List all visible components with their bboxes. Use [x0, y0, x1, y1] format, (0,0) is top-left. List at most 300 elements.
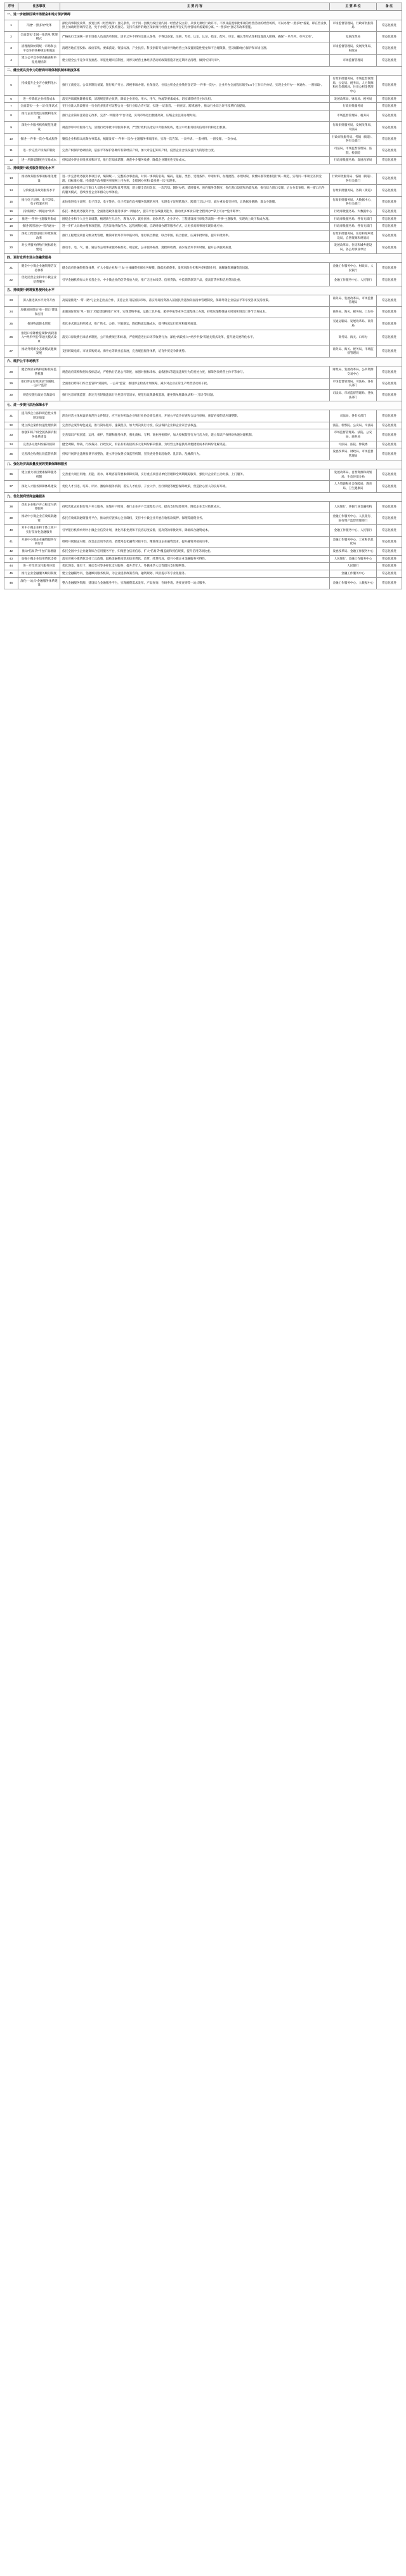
row-no: 12 [4, 157, 18, 164]
header-body: 主 要 内 容 [60, 3, 330, 11]
row-task: 加强知识产权全链条保护服务体系建设 [18, 429, 60, 441]
row-body: 完善知识产权创造、运用、保护、管理和服务体系，强化商标、专利、商业秘密保护，加大侵权假冒行为打击力度，建立知识产权纠纷快速处理机制。 [60, 429, 330, 441]
row-note: 常态化推进 [377, 366, 402, 378]
row-body: 健全政府性融资担保体系，扩大小微企业和"三农"主体融资担保业务规模，降低担保费率，发挥风险分担和补偿机制作用，缓解融资难融资贵问题。 [60, 262, 330, 274]
table-row [4, 122, 402, 133]
row-org: 市场监督管理局、发展改革局、财政局 [330, 43, 377, 55]
row-task: 推动中小微企业应收账款融资 [18, 513, 60, 525]
table-row [4, 307, 402, 318]
row-body: 规范政府采购和招标投标活动，严格执行信息公开制度，加强对围标串标、虚假招标等违法违规行为的查处力度，保障各类经营主体平等参与。 [60, 366, 330, 378]
row-no: 2 [4, 31, 18, 43]
row-org: 金融工作服务中心、人民银行 [330, 525, 377, 536]
row-org: 人民银行、各银行业金融机构 [330, 501, 377, 513]
row-note: 常态化推进 [377, 307, 402, 318]
row-task: 优化企业账户开立和支付结算服务 [18, 501, 60, 513]
row-no: 19 [4, 231, 18, 242]
table-row [4, 577, 402, 589]
row-note: 常态化推进 [377, 570, 402, 578]
row-body: 清理各地在招投标、政府采购、要素获取、资质标准、产业扶持、科技创新等方面对外地经营主体设置的隐性壁垒和不合理限制，坚决破除地方保护和市场分割。 [60, 43, 330, 55]
row-no: 8 [4, 110, 18, 121]
row-org: 金融工作服务中心 [330, 570, 377, 578]
row-task: 清理废除妨碍统一市场和公平竞争的各种规定和做法 [18, 43, 60, 55]
row-note: 常态化推进 [377, 55, 402, 66]
row-task: 规范实施行政处罚裁量权 [18, 389, 60, 401]
row-note: 常态化推进 [377, 318, 402, 330]
row-no: 1 [4, 20, 18, 31]
table-row [4, 157, 402, 164]
section-title: 二、健全更具竞争力的营商环境体制机制和制度体系 [4, 66, 402, 75]
row-body: 加快推进电子证照、电子印章、电子签名、电子档案在政务服务领域的应用，实现电子证照跨地区、跨部门互认共享，减少重复提交材料，让数据多跑路、群众少跑腿。 [60, 196, 330, 208]
row-note: 常态化推进 [377, 378, 402, 389]
row-note: 常态化推进 [377, 223, 402, 231]
row-body: 推行工商登记、公章刻制及备案、银行账户开立、涉税事项办理、社保登记、住房公积金企业缴存登记等"一件事一次办"，企业开办全流程压缩至0.5个工作日内办结，实现企业开办"一网通办、一窗领取"。 [60, 76, 330, 96]
row-task: 进一步降低制度性交易成本 [18, 157, 60, 164]
row-body: 聚焦企业和群众高频办事需求，梳理发布"一件事一次办"主题服务事项清单，实现一次告知、一表申请、一套材料、一窗受理、一次办成。 [60, 133, 330, 145]
header-note: 备 注 [377, 3, 402, 11]
row-note: 常态化推进 [377, 208, 402, 216]
row-task: 加强国际贸易"单一窗口"建设和应用 [18, 307, 60, 318]
section-header-row [4, 286, 402, 295]
row-task: 对公共服务供给开展标准化建设 [18, 242, 60, 253]
row-body: 优化现金、银行卡、移动支付等多样化支付服务，提升老年人、外籍来华人员等群体支付便利性。 [60, 563, 330, 570]
row-no: 21 [4, 262, 18, 274]
section-header-row [4, 401, 402, 410]
row-no: 42 [4, 548, 18, 556]
row-body: 持续开展涉企违规收费专项整治，建立涉企收费长效监管机制，坚决查处各类乱收费、乱罚款、乱摊派行为。 [60, 448, 330, 460]
row-org: 发展改革局 [330, 31, 377, 43]
table-row [4, 513, 402, 525]
section-title: 五、持续提升跨境贸易便利化水平 [4, 286, 402, 295]
row-task: 推行企业变更注销便利化改革 [18, 110, 60, 121]
row-task: 进一步降低企业经营成本 [18, 95, 60, 103]
row-body: 持续减少涉企审批事项和环节，推行告知承诺制，规范中介服务收费，降低企业制度性交易成本。 [60, 157, 330, 164]
row-body: 完善涉企案件绿色通道，推行简易程序、速裁程序，加大判决执行力度，依法保护企业和企业家合法权益。 [60, 422, 330, 429]
header-no: 序号 [4, 3, 18, 11]
row-task: 完善多元化纠纷解决机制 [18, 441, 60, 448]
section-title: 一、进一步破除区域市场壁垒和地方保护障碍 [4, 11, 402, 20]
row-note: 常态化推进 [377, 185, 402, 196]
row-body: 推动水、电、气、暖、通信等公用事业服务标准化、规范化，公开服务标准、流程和收费，减少报装环节和时限，提升公共服务质量。 [60, 242, 330, 253]
row-note: 常态化推进 [377, 31, 402, 43]
row-task: 深入推进高水平对外开放 [18, 295, 60, 306]
row-note: 常态化推进 [377, 548, 402, 556]
row-task: 推进口岸降费提效和"两段准入""两步申报"等通关模式改革 [18, 330, 60, 345]
row-body: 涉及经营主体权益的规范性文件制定，应当充分听取企业和行业协会商会意见，开展公平竞争审查和合法性审核，预留必要的适应调整期。 [60, 410, 330, 422]
row-org: 发展改革局、住房和城乡建设局、各公用事业单位 [330, 242, 377, 253]
row-no: 43 [4, 555, 18, 563]
header-task: 任务事项 [18, 3, 60, 11]
row-org: 金融工作服务中心、人民银行、国有资产监督管理部门 [330, 513, 377, 525]
row-task: 推进"一件事"主题服务集成 [18, 215, 60, 223]
row-note: 常态化推进 [377, 577, 402, 589]
row-no: 18 [4, 223, 18, 231]
row-body: 落实普惠小微贷款支持工具政策，鼓励金融机构增加信用贷款、首贷、续贷投放，提升小微企业金融服务可得性。 [60, 555, 330, 563]
table-row [4, 448, 402, 460]
row-body: 引导银行机构单列中小微企业信贷计划，优化尽职免责和不良容忍度安排，提高贷款审批效率，降低综合融资成本。 [60, 525, 330, 536]
row-no: 30 [4, 389, 18, 401]
measures-table [4, 3, 402, 589]
table-row [4, 231, 402, 242]
row-body: 进一步扩大异地办理事项范围，完善异地代收代办、远程视频办理、自助终端办理等服务方式，让更多高频事项实现异地可办。 [60, 223, 330, 231]
row-no: 24 [4, 307, 18, 318]
row-no: 14 [4, 185, 18, 196]
row-note: 常态化推进 [377, 43, 402, 55]
row-note: 常态化推进 [377, 295, 402, 306]
row-no: 44 [4, 563, 18, 570]
row-org: 市场监督管理局 [330, 55, 377, 66]
table-row [4, 555, 402, 563]
row-org: 行政审批服务局、各有关部门 [330, 223, 377, 231]
row-task: 开展中小微企业融资服务专项行动 [18, 536, 60, 547]
table-row [4, 366, 402, 378]
row-no: 38 [4, 501, 18, 513]
row-note: 常态化推进 [377, 345, 402, 357]
row-note: 常态化推进 [377, 389, 402, 401]
row-org: 司法局、各有关部门 [330, 410, 377, 422]
row-org: 金融工作服务中心、人民银行 [330, 274, 377, 286]
section-header-row [4, 164, 402, 173]
row-no: 37 [4, 481, 18, 492]
row-task: 推进"一件事一次办"集成服务 [18, 133, 60, 145]
row-org: 市场监督管理局、司法局、各有关部门 [330, 378, 377, 389]
row-no: 13 [4, 173, 18, 185]
table-row [4, 536, 402, 547]
row-task: 深化工程建设项目审批制度改革 [18, 231, 60, 242]
row-note: 常态化推进 [377, 157, 402, 164]
table-row [4, 548, 402, 556]
row-task: 推进"跨省通办""省内通办" [18, 223, 60, 231]
row-task: 开展"一照多址"改革 [18, 20, 60, 31]
row-note: 常态化推进 [377, 110, 402, 121]
row-task: 提升涉企立法和规范性文件制定质量 [18, 410, 60, 422]
table-row [4, 262, 402, 274]
row-body: 整合金融服务资源，建设综合金融服务平台，实现融资需求发布、产品查询、在线申请、进度查询等一站式服务。 [60, 577, 330, 589]
row-body: 支持跨境电商、市场采购贸易、海外仓等新业态发展，完善配套服务体系，培育外贸竞争新优势。 [60, 345, 330, 357]
row-body: 规范涉审中介服务行为，清理行政审批中介服务事项，严禁行政机关指定中介服务机构，建立中介服务机构信用评价和退出机制。 [60, 122, 330, 133]
table-row [4, 110, 402, 121]
row-no: 11 [4, 145, 18, 156]
table-row [4, 318, 402, 330]
row-body: 推行工程建设项目分级分类管理，精简审批环节和申报材料，推行联合勘验、联合审图、联合验收，压减审批时限，提升审批效率。 [60, 231, 330, 242]
table-row [4, 345, 402, 357]
table-row [4, 185, 402, 196]
row-no: 16 [4, 208, 18, 216]
row-org: 法院、检察院、公安局、司法局 [330, 422, 377, 429]
row-task: 全面落实"一业一证"改革试点 [18, 103, 60, 111]
row-body: 推行包容审慎监管，制定完善轻微违法行为免罚轻罚清单，规范行政裁量权基准，避免简单粗暴执法和"一刀切"等问题。 [60, 389, 330, 401]
table-row [4, 410, 402, 422]
table-row [4, 55, 402, 66]
row-org: 人力资源和社会保障局、教育局、卫生健康局 [330, 481, 377, 492]
row-org: 商务局、海关、税务局、口岸办 [330, 307, 377, 318]
row-org: 金融工作服务中心、大数据中心 [330, 577, 377, 589]
table-row [4, 133, 402, 145]
row-task: 优化民营企业和中小微企业信贷服务 [18, 274, 60, 286]
table-row [4, 570, 402, 578]
row-org: 司法局、法院、仲裁委 [330, 441, 377, 448]
row-org: 行政审批服务局、各有关部门 [330, 215, 377, 223]
row-org: 行政审批服务局、市场监督管理局、公安局、税务局、人力资源和社会保障局、住房公积金管理中心 [330, 76, 377, 96]
row-no: 27 [4, 345, 18, 357]
row-body: 在行业准入阶段将同一行业的多张许可证整合为一张行业综合许可证，实现"一证准营、一码亮证、跨域通用"，推动行业综合许可改革扩面提质。 [60, 103, 330, 111]
row-note: 常态化推进 [377, 262, 402, 274]
row-body: 完善重大项目用地、用能、用水、环境容量等要素保障机制，实行重点项目清单化管理和全周期跟踪服务，强化对企业的主动对接、上门服务。 [60, 469, 330, 480]
table-row [4, 103, 402, 111]
row-task: 建立公平竞争审查抽查和举报处理机制 [18, 55, 60, 66]
row-note: 常态化推进 [377, 429, 402, 441]
row-org: 司法局、市场监督管理局、法院、检察院 [330, 145, 377, 156]
row-note: 常态化推进 [377, 469, 402, 480]
table-row [4, 274, 402, 286]
row-body: 严格执行全国统一的市场准入负面清单制度，清单之外不得另设准入条件，不得以备案、注册、年检、认定、认证、指定、配号、审定、确认等形式变相设置准入障碍，确保"一单尽列、单外无单"。 [60, 31, 330, 43]
row-body: 围绕企业和个人全生命周期，梳理新生儿出生、教育入学、就业创业、退休养老、企业开办、工程建设项目审批等高频"一件事"主题服务，实现线上线下集成办理。 [60, 215, 330, 223]
table-row [4, 20, 402, 31]
table-row [4, 481, 402, 492]
row-task: 完善涉企收费长效监管机制 [18, 448, 60, 460]
row-task: 推动"信易贷"平台扩面增量 [18, 548, 60, 556]
table-row [4, 295, 402, 306]
row-task: 进一步完善产权保护制度 [18, 145, 60, 156]
row-org: 司法局、市场监督管理局、各执法部门 [330, 389, 377, 401]
row-body: 加强国际贸易"单一窗口"功能建设和推广应用，实现货物申报、运输工具申报、舱单申报等业务全流程线上办理，持续压缩整体通关时间和进出口环节合规成本。 [60, 307, 330, 318]
table-row [4, 378, 402, 389]
table-row [4, 422, 402, 429]
row-no: 46 [4, 577, 18, 589]
row-no: 9 [4, 122, 18, 133]
row-body: 进一步完善政务服务事项目录，编制统一、完整的办事指南，对同一事项的名称、编码、依据、类型、受理条件、申请材料、办理流程、办理时限、收费标准等要素进行统一规范，实现同一事项无差别受理、同标准办理。持续提升政务服务事项网上可办率、全程网办率和"最多跑一次"实现率。 [60, 173, 330, 185]
row-note: 常态化推进 [377, 525, 402, 536]
row-task: 持续深化"一网通办"改革 [18, 208, 60, 216]
row-body: 依托一体化政务服务平台，全面推进政务服务事项"一网通办"，提升平台在线服务能力，推动更多事项实现"全程网办""掌上可办""免申即享"。 [60, 208, 330, 216]
row-no: 40 [4, 525, 18, 536]
row-note: 常态化推进 [377, 95, 402, 103]
section-title: 六、维护公平市场秩序 [4, 357, 402, 366]
table-row [4, 429, 402, 441]
row-no: 3 [4, 43, 18, 55]
row-task: 持续提升企业开办便利化水平 [18, 76, 60, 96]
section-title: 八、强化经济高质量发展的要素保障和服务 [4, 460, 402, 469]
row-task: 深化人才服务保障体系建设 [18, 481, 60, 492]
row-task: 推动政务服务事项标准化建设 [18, 173, 60, 185]
row-no: 35 [4, 448, 18, 460]
table-row [4, 525, 402, 536]
row-task: 建立涉企案件快速处理机制 [18, 422, 60, 429]
row-body: 落实口岸收费目录清单制度，公开收费项目和标准，严格规范进出口环节收费行为；深化"两段准入""两步申报"等通关模式改革，提升通关便利化水平。 [60, 330, 330, 345]
table-row [4, 389, 402, 401]
row-note: 常态化推进 [377, 481, 402, 492]
row-body: 推行企业简易注销登记改革，完善"一网服务"平台功能，实现市场退出便捷高效，压缩企业注销办理时间。 [60, 110, 330, 121]
row-task: 对中小微企业和个体工商户实行差异化金融服务 [18, 525, 60, 536]
section-header-row [4, 492, 402, 501]
row-no: 41 [4, 536, 18, 547]
row-note: 常态化推进 [377, 145, 402, 156]
section-header-row [4, 253, 402, 262]
row-org: 行政审批服务局、各镇（街道）、各有关部门 [330, 133, 377, 145]
row-note: 常态化推进 [377, 173, 402, 185]
row-note: 常态化推进 [377, 563, 402, 570]
table-row [4, 173, 402, 185]
table-row [4, 501, 402, 513]
row-task: 深化"一站式"金融服务体系建设 [18, 577, 60, 589]
section-title: 九、优化便利营商金融服务 [4, 492, 402, 501]
row-org: 发展改革局、自然资源和规划局、生态环境分局 [330, 469, 377, 480]
section-header-row [4, 357, 402, 366]
row-no: 10 [4, 133, 18, 145]
table-row [4, 31, 402, 43]
table-row [4, 330, 402, 345]
table-row [4, 196, 402, 208]
row-body: 加强对政务服务大厅窗口人员的业务培训和日常管理，建立健全首问负责、一次告知、限时办结、延时服务、预约服务等制度，优化窗口设置和功能布局，推行综合窗口受理、后台分类审批、统一窗口出件的服务模式，持续改善企业和群众办事体验。 [60, 185, 330, 196]
row-task: 建立重大项目要素保障服务机制 [18, 469, 60, 480]
row-note: 常态化推进 [377, 441, 402, 448]
row-no: 28 [4, 366, 18, 378]
row-note: 常态化推进 [377, 513, 402, 525]
row-task: 全面落实"全国一张清单"管理模式 [18, 31, 60, 43]
row-no: 31 [4, 410, 18, 422]
row-no: 25 [4, 318, 18, 330]
row-no: 39 [4, 513, 18, 525]
row-no: 34 [4, 441, 18, 448]
row-body: 建立健全公平竞争审查抽查、举报处理回应制度，对涉及经营主体经济活动的政策措施开展定期评估清理，做到"应审尽审"。 [60, 55, 330, 66]
row-task: 推进物流降本增效 [18, 318, 60, 330]
row-body: 组织开展银企对接、政金企洽谈等活动，搭建常态化融资对接平台，精准推送企业融资需求，提升融资对接成功率。 [60, 536, 330, 547]
row-note: 常态化推进 [377, 410, 402, 422]
row-note: 常态化推进 [377, 231, 402, 242]
table-row [4, 208, 402, 216]
row-org: 行政审批服务局 [330, 103, 377, 111]
row-no: 36 [4, 469, 18, 480]
row-note: 常态化推进 [377, 555, 402, 563]
table-row [4, 242, 402, 253]
row-no: 23 [4, 295, 18, 306]
row-org: 行政审批服务局、发展改革局、司法局 [330, 122, 377, 133]
table-row [4, 215, 402, 223]
row-task: 分阶段提升政务服务水平 [18, 185, 60, 196]
row-note: 常态化推进 [377, 536, 402, 547]
row-note: 常态化推进 [377, 20, 402, 31]
section-header-row [4, 11, 402, 20]
row-org: 市场监督管理局、法院、公安局、商务局 [330, 429, 377, 441]
row-note: 常态化推进 [377, 274, 402, 286]
row-no: 7 [4, 103, 18, 111]
row-note: 常态化推进 [377, 501, 402, 513]
row-no: 33 [4, 429, 18, 441]
row-no: 4 [4, 55, 18, 66]
row-no: 32 [4, 422, 18, 429]
row-note: 常态化推进 [377, 422, 402, 429]
row-org: 发展改革局、金融工作服务中心 [330, 548, 377, 556]
row-body: 深化商事制度改革，放宽住所（经营场所）登记条件，对于同一县级行政区划内同一经营者设立的，从事无须经行政许可、不涉及前置审批事项的经营活动的经营场所，可以办理"一照多址"备案，即在营业执照上加载经营场所信息，免于办理分支机构登记。支持有条件的地区探索推行经营主体住所登记与经营场所备案相分离、"一照多址"登记等改革措施。 [60, 20, 330, 31]
row-note: 常态化推进 [377, 242, 402, 253]
row-no: 15 [4, 196, 18, 208]
row-org: 商务局、海关、税务局、市场监督管理局 [330, 345, 377, 357]
row-body: 完善产权保护协调机制，依法平等保护各种所有制经济产权，加大对侵犯知识产权、侵害企业合法权益行为的惩治力度。 [60, 145, 330, 156]
row-task: 健全政府采购和招标投标监管机制 [18, 366, 60, 378]
row-org: 商务局、海关、口岸办 [330, 330, 377, 345]
row-no: 6 [4, 95, 18, 103]
row-no: 5 [4, 76, 18, 96]
header-org: 主 要 单 位 [330, 3, 377, 11]
row-org: 市场监督管理局、行政审批服务局 [330, 20, 377, 31]
row-task: 推行企业金融服务顾问制度 [18, 570, 60, 578]
document-page [0, 3, 406, 589]
row-no: 45 [4, 570, 18, 578]
table-row [4, 563, 402, 570]
row-org: 行政审批服务局、大数据中心、各有关部门 [330, 196, 377, 208]
row-body: 健全调解、仲裁、行政裁决、行政复议、诉讼有机衔接的多元化纠纷解决机制，为经营主体提供高效便捷低成本的纠纷化解渠道。 [60, 441, 330, 448]
row-note: 常态化推进 [377, 196, 402, 208]
row-task: 健全中小微企业融资增信支持体系 [18, 262, 60, 274]
row-no: 17 [4, 215, 18, 223]
section-header-row [4, 66, 402, 75]
row-body: 全面推行跨部门综合监管和"双随机、一公开"监管，推进涉企检查计划统筹，减少对企业正常生产经营活动的干扰。 [60, 378, 330, 389]
row-org: 发展改革局、财政局、市场监督管理局 [330, 448, 377, 460]
table-row [4, 469, 402, 480]
row-note: 常态化推进 [377, 330, 402, 345]
row-no: 20 [4, 242, 18, 253]
section-title: 三、持续提升政务服务规范化水平 [4, 164, 402, 173]
row-org: 行政审批服务局、发展改革局 [330, 157, 377, 164]
row-task: 推行涉企行政执法"双随机、一公开"监管 [18, 378, 60, 389]
table-row [4, 441, 402, 448]
table-header-row [4, 3, 402, 11]
row-task: 深化中介服务机构规范化建设 [18, 122, 60, 133]
row-body: 高质量推进"一带一路"与企业走出去合作，支持企业开拓国际市场，落实外商投资准入前国民待遇加负面清单管理制度，保障外资企业依法平等享受各项支持政策。 [60, 295, 330, 306]
table-row [4, 145, 402, 156]
row-task: 推动外贸新业态新模式健康发展 [18, 345, 60, 357]
row-note: 常态化推进 [377, 103, 402, 111]
row-note: 常态化推进 [377, 133, 402, 145]
row-no: 29 [4, 378, 18, 389]
row-org: 市场监督管理局、税务局 [330, 110, 377, 121]
row-org: 金融工作服务中心、工业和信息化局 [330, 536, 377, 547]
row-org: 人民银行 [330, 563, 377, 570]
table-row [4, 223, 402, 231]
row-body: 建立金融辅导员、金融顾问服务机制，为企业提供政策咨询、融资规划、风险提示等专业化服务。 [60, 570, 330, 578]
row-org: 商务局、发展改革局、市场监督管理局 [330, 295, 377, 306]
table-body [4, 11, 402, 589]
row-body: 优化人才引进、培养、评价、激励和服务机制，落实人才住房、子女入学、医疗保健等配套保障政策，营造拴心留人的良好环境。 [60, 481, 330, 492]
section-title: 七、进一步提升法治保障水平 [4, 401, 402, 410]
section-title: 四、更好发挥市场主体融资服务 [4, 253, 402, 262]
row-note: 常态化推进 [377, 76, 402, 96]
row-org: 财政局、发展改革局、公共资源交易中心 [330, 366, 377, 378]
row-body: 依托全国中小企业融资综合信用服务平台，归集整合信用信息，扩大"信易贷"覆盖面和授信规模，提升信用贷款比重。 [60, 548, 330, 556]
row-note: 常态化推进 [377, 122, 402, 133]
row-org: 行政审批服务局、各镇（街道） [330, 185, 377, 196]
row-task: 推行电子证照、电子印章、电子档案应用 [18, 196, 60, 208]
row-body: 依托应收账款融资服务平台，推动供应链核心企业确权，支持中小微企业开展应收账款质押、保理等融资业务。 [60, 513, 330, 525]
row-body: 落实各项减税降费政策，清理规范涉企收费，降低企业用电、用水、用气、物流等要素成本，切实减轻经营主体负担。 [60, 95, 330, 103]
row-task: 进一步改善支付服务环境 [18, 563, 60, 570]
row-org: 行政审批服务局、大数据中心 [330, 208, 377, 216]
table-row [4, 76, 402, 96]
row-org: 发展改革局、财政局、税务局 [330, 95, 377, 103]
row-note: 常态化推进 [377, 448, 402, 460]
row-body: 优化多式联运组织模式，推广铁水、公铁、空陆联运，降低物流运输成本，提升物流运行效率和服务质量。 [60, 318, 330, 330]
row-body: 持续优化企业银行账户开立服务，压缩开户时间，推行企业开户全流程电子化，提高支付结算效率，降低企业支付结算成本。 [60, 501, 330, 513]
section-header-row [4, 460, 402, 469]
row-task: 加强小微企业信用贷款支持 [18, 555, 60, 563]
row-note: 常态化推进 [377, 215, 402, 223]
row-body: 引导金融机构加大对民营企业、中小微企业的信贷投放力度，推广无还本续贷、信用贷款、中长期贷款等产品，提高首贷率和信用贷款比重。 [60, 274, 330, 286]
table-row [4, 43, 402, 55]
row-no: 26 [4, 330, 18, 345]
row-no: 22 [4, 274, 18, 286]
table-row [4, 95, 402, 103]
row-org: 行政审批服务局、各镇（街道）、各有关部门 [330, 173, 377, 185]
row-org: 行政审批服务局、住房和城乡建设局、自然资源和规划局 [330, 231, 377, 242]
